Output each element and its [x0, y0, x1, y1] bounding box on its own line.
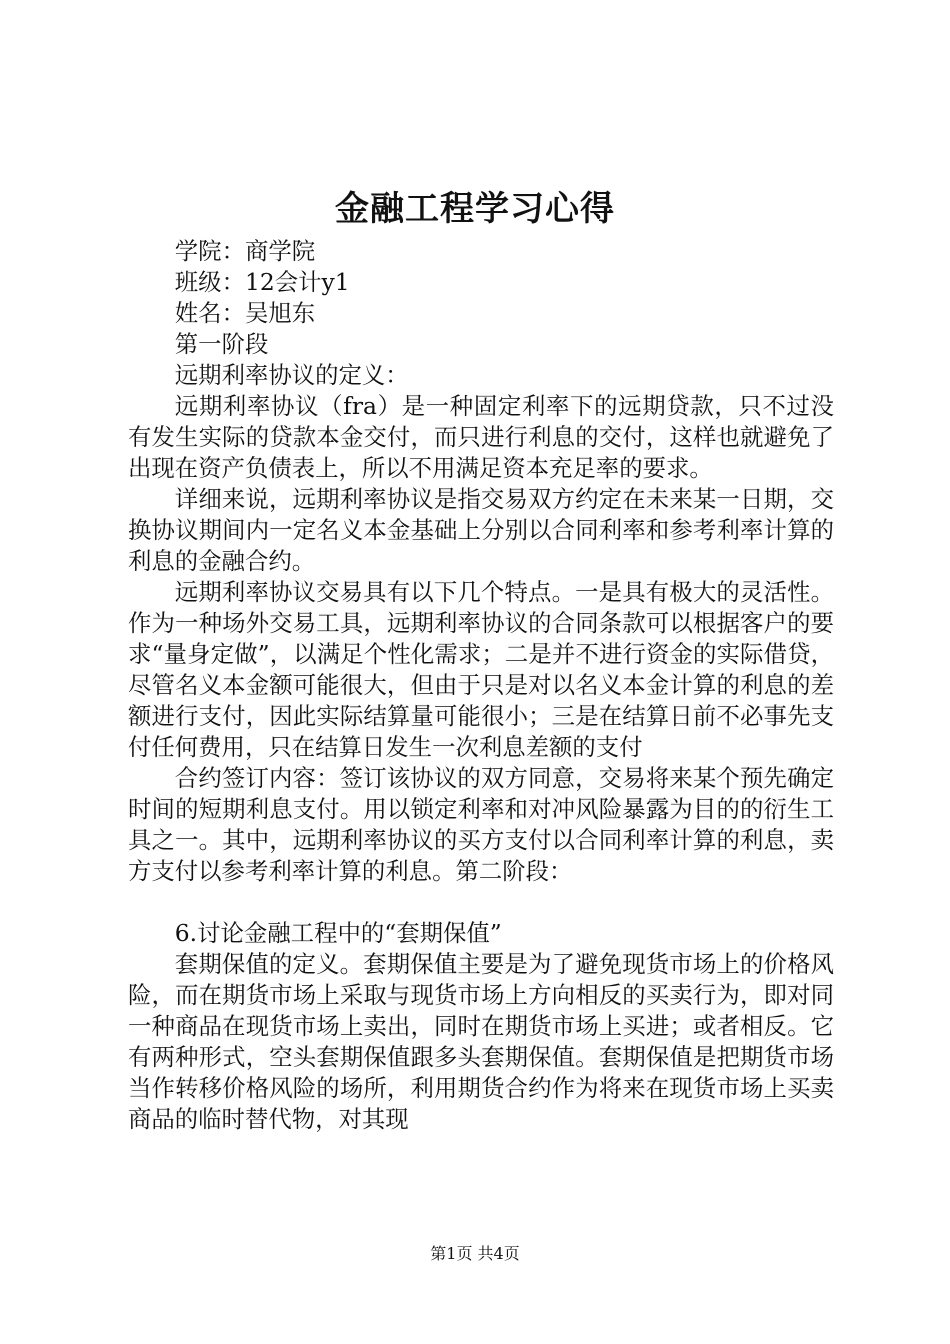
name-line: 姓名：吴旭东 — [174, 299, 316, 327]
paragraph-detail: 详细来说，远期利率协议是指交易双方约定在未来某一日期，交换协议期间内一定名义本金基础上分别以合同利率和参考利率计算的利息的金融合约。 — [128, 485, 834, 575]
paragraph-hedging-definition: 套期保值的定义。套期保值主要是为了避免现货市场上的价格风险，而在期货市场上采取与现货市场上方向相反的买卖行为，即对同一种商品在现货市场上卖出，同时在期货市场上买进；或者相反。它有两种形式，空头套期保值跟多头套期保值。套期保值是把期货市场当作转移价格风险的场所，利用期货合约作为将来在现货市场上买卖商品的临时替代物，对其现 — [128, 950, 834, 1133]
document-body — [128, 236, 834, 1135]
section-heading-hedging: 6.讨论金融工程中的“套期保值” — [174, 919, 502, 947]
definition-heading: 远期利率协议的定义： — [174, 361, 409, 389]
document-title: 金融工程学习心得 — [335, 189, 615, 229]
paragraph-fra-definition: 远期利率协议（fra）是一种固定利率下的远期贷款，只不过没有发生实际的贷款本金交付，而只进行利息的交付，这样也就避免了出现在资产负债表上，所以不用满足资本充足率的要求。 — [128, 392, 834, 482]
college-line: 学院：商学院 — [174, 237, 316, 265]
page-footer: 第1页 共4页 — [430, 1244, 520, 1263]
paragraph-contract: 合约签订内容：签订该协议的双方同意，交易将来某个预先确定时间的短期利息支付。用以锁定利率和对冲风险暴露为目的的衍生工具之一。其中，远期利率协议的买方支付以合同利率计算的利息，卖方支付以参考利率计算的利息。第二阶段： — [128, 764, 834, 885]
section-heading-stage-one: 第一阶段 — [174, 330, 269, 358]
paragraph-features: 远期利率协议交易具有以下几个特点。一是具有极大的灵活性。作为一种场外交易工具，远期利率协议的合同条款可以根据客户的要求“量身定做”，以满足个性化需求；二是并不进行资金的实际借贷，尽管名义本金额可能很大，但由于只是对以名义本金计算的利息的差额进行支付，因此实际结算量可能很小；三是在结算日前不必事先支付任何费用，只在结算日发生一次利息差额的支付 — [128, 578, 834, 761]
section-gap — [128, 887, 834, 918]
class-line: 班级：12会计y1 — [174, 268, 350, 296]
